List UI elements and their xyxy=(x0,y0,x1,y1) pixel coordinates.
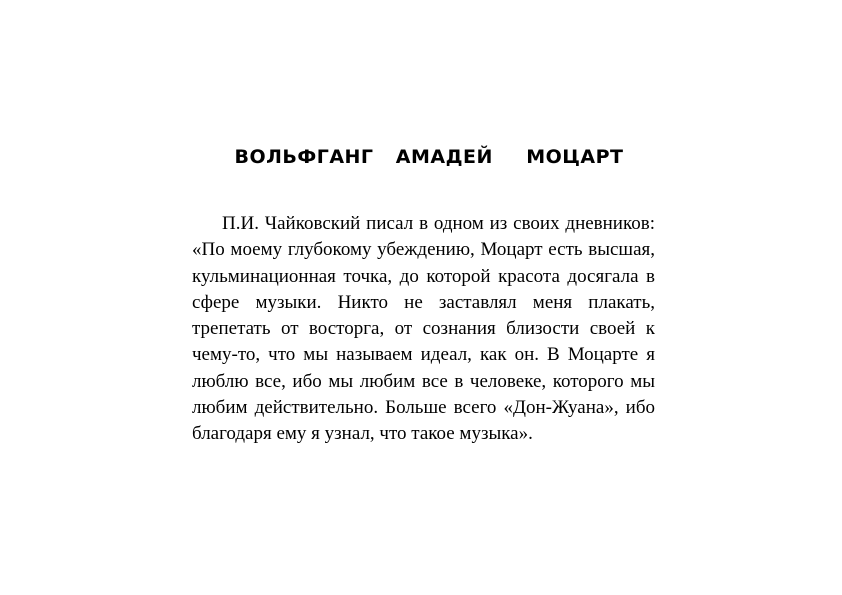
body-paragraph: П.И. Чайковский писал в одном из своих дневников: «По моему глубокому убеждению, Моцарт есть высшая, кульминационная точка, до которой красота досягала в сфере музыки. Никто не заставлял меня плакать, трепетать от восторга, от сознания близости своей к чему-то, что мы называем идеал, как он. В Моцарте я люблю все, ибо мы любим все в человеке, которого мы любим действительно. Больше всего «Дон-Жуана», ибо благодаря ему я узнал, что такое музыка». xyxy=(192,213,655,445)
document-title: ВОЛЬФГАНГ АМАДЕЙ МОЦАРТ xyxy=(234,146,624,168)
